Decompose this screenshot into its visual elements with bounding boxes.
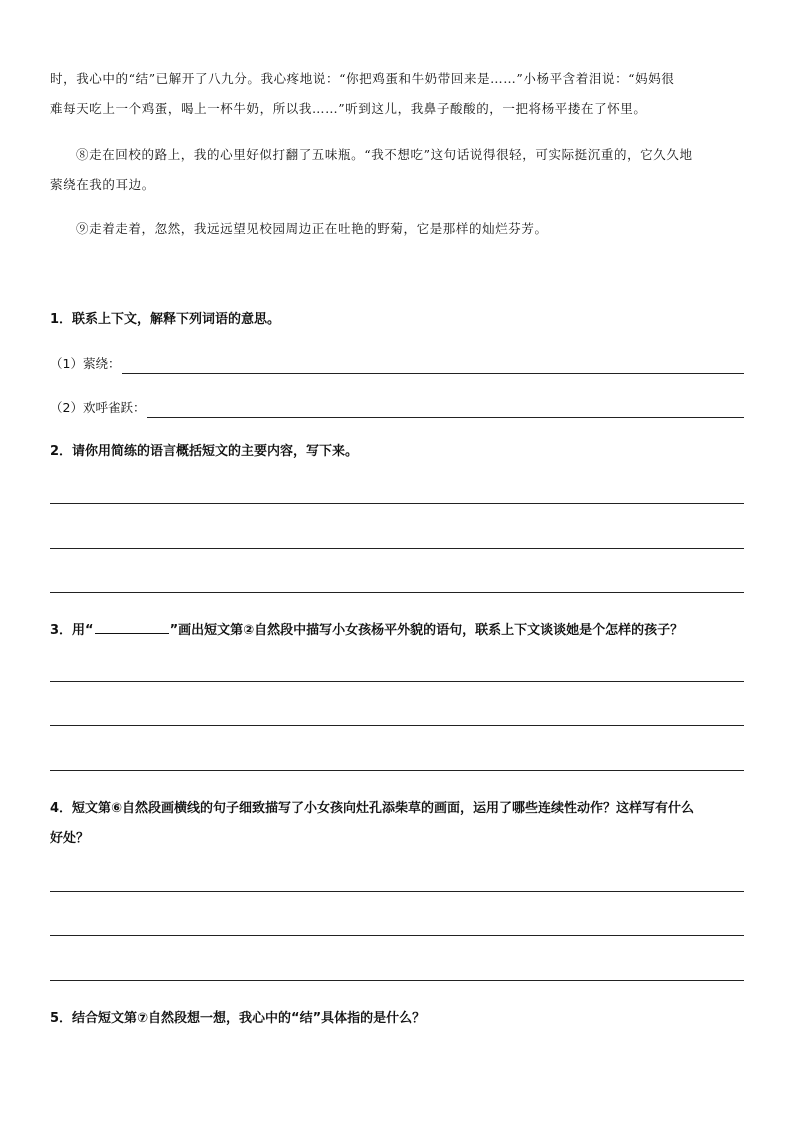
question-1-item-2 — [50, 394, 744, 418]
question-3-title-start: 3．用“ — [50, 623, 94, 638]
answer-line[interactable] — [50, 935, 744, 936]
answer-line[interactable] — [50, 548, 744, 549]
question-5-title: 5．结合短文第⑦自然段想一想，我心中的“结”具体指的是什么？ — [50, 1011, 426, 1026]
question-1-item-1 — [50, 350, 744, 374]
question-3-title — [50, 616, 744, 646]
paragraph-line: 萦绕在我的耳边。 — [50, 177, 155, 192]
answer-line[interactable] — [50, 770, 744, 771]
answer-line[interactable] — [50, 503, 744, 504]
paragraph-line: 时，我心中的“结”已解开了八九分。我心疼地说：“你把鸡蛋和牛奶带回来是……”小杨平含着泪说：“妈妈很 — [50, 71, 675, 86]
paragraph-line: 难每天吃上一个鸡蛋，喝上一杯牛奶，所以我……”听到这儿，我鼻子酸酸的，一把将杨平搂在了怀里。 — [50, 101, 647, 116]
passage-paragraph-9 — [50, 214, 744, 244]
question-4-line: 4．短文第⑥自然段画横线的句子细致描写了小女孩向灶孔添柴草的画面，运用了哪些连续性动作？这样写有什么 — [50, 801, 695, 816]
answer-line[interactable] — [50, 980, 744, 981]
answer-blank[interactable] — [122, 357, 744, 374]
answer-line[interactable] — [50, 891, 744, 892]
passage-paragraph-7 — [50, 64, 744, 124]
item-label: （1）萦绕： — [50, 356, 121, 371]
answer-blank[interactable] — [147, 401, 744, 418]
question-4-line: 好处？ — [50, 831, 90, 846]
underline-sample — [95, 619, 169, 634]
paragraph-line: ⑧走在回校的路上，我的心里好似打翻了五味瓶。“我不想吃”这句话说得很轻，可实际挺沉重的，它久久地 — [76, 147, 693, 162]
question-2-title: 2．请你用简练的语言概括短文的主要内容，写下来。 — [50, 444, 359, 459]
paragraph-line: ⑨走着走着，忽然，我远远望见校园周边正在吐艳的野菊，它是那样的灿烂芬芳。 — [76, 221, 548, 236]
question-3-title-end: ”画出短文第②自然段中描写小女孩杨平外貌的语句，联系上下文谈谈她是个怎样的孩子？ — [169, 623, 684, 638]
passage-paragraph-8 — [50, 140, 744, 200]
question-1-title: 1．联系上下文，解释下列词语的意思。 — [50, 312, 281, 327]
question-4-title — [50, 794, 744, 854]
item-label: （2）欢呼雀跃： — [50, 400, 146, 415]
answer-line[interactable] — [50, 681, 744, 682]
answer-line[interactable] — [50, 725, 744, 726]
answer-line[interactable] — [50, 592, 744, 593]
